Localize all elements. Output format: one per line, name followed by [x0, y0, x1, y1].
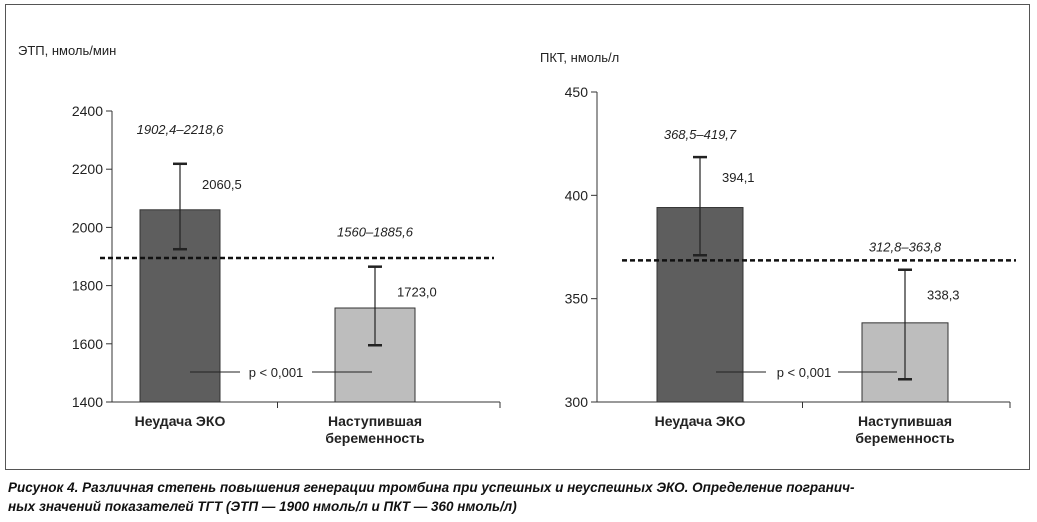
chart-1-y-tick-label: 2200 — [71, 161, 103, 178]
chart-2-y-tick-label: 400 — [564, 187, 588, 204]
chart-1-range-label-2: 1560–1885,6 — [337, 224, 413, 240]
chart-2-category-label-1: Неудача ЭКО — [654, 413, 746, 429]
chart-1-range-label-1: 1902,4–2218,6 — [136, 121, 224, 137]
chart-2-y-tick-label: 450 — [564, 84, 588, 100]
caption-line-1: Рисунок 4. Различная степень повышения генерации тромбина при успешных и неуспешных ЭКО. Определение погранич- — [8, 480, 855, 495]
chart-2-y-tick-label: 300 — [564, 394, 588, 410]
chart-1-p-value-label: p < 0,001 — [248, 365, 304, 380]
chart-1-y-axis-label: ЭТП, нмоль/мин — [18, 43, 117, 58]
chart-1-y-tick-label: 2400 — [71, 103, 103, 119]
chart-2-value-label-1: 394,1 — [722, 170, 755, 186]
chart-1-category-label-2-line-2: беременность — [325, 430, 425, 446]
chart-2-category-label-2-line-1: Наступившая — [858, 413, 952, 429]
chart-1-y-tick-label: 1800 — [71, 277, 103, 294]
chart-1-value-label-1: 2060,5 — [202, 176, 242, 192]
chart-2-category-label-2-line-2: беременность — [855, 430, 955, 446]
chart-1-y-tick-label: 2000 — [71, 219, 103, 236]
chart-1-category-label-1: Неудача ЭКО — [134, 413, 226, 429]
chart-1-y-tick-label: 1600 — [71, 335, 103, 352]
chart-1-value-label-2: 1723,0 — [397, 284, 437, 300]
chart-2-range-label-1: 368,5–419,7 — [663, 127, 737, 143]
chart-1-y-tick-label: 1400 — [71, 394, 103, 410]
chart-1-category-label-2-line-1: Наступившая — [328, 413, 422, 429]
chart-2-y-tick-label: 350 — [564, 290, 588, 307]
chart-2-y-axis-label: ПКТ, нмоль/л — [540, 50, 620, 65]
chart-2-p-value-label: p < 0,001 — [776, 365, 832, 380]
chart-2-value-label-2: 338,3 — [927, 287, 960, 303]
caption-line-2: ных значений показателей ТГТ (ЭТП — 1900 нмоль/л и ПКТ — 360 нмоль/л) — [8, 499, 517, 514]
chart-2-range-label-2: 312,8–363,8 — [868, 239, 942, 255]
figure-caption — [8, 478, 1028, 516]
